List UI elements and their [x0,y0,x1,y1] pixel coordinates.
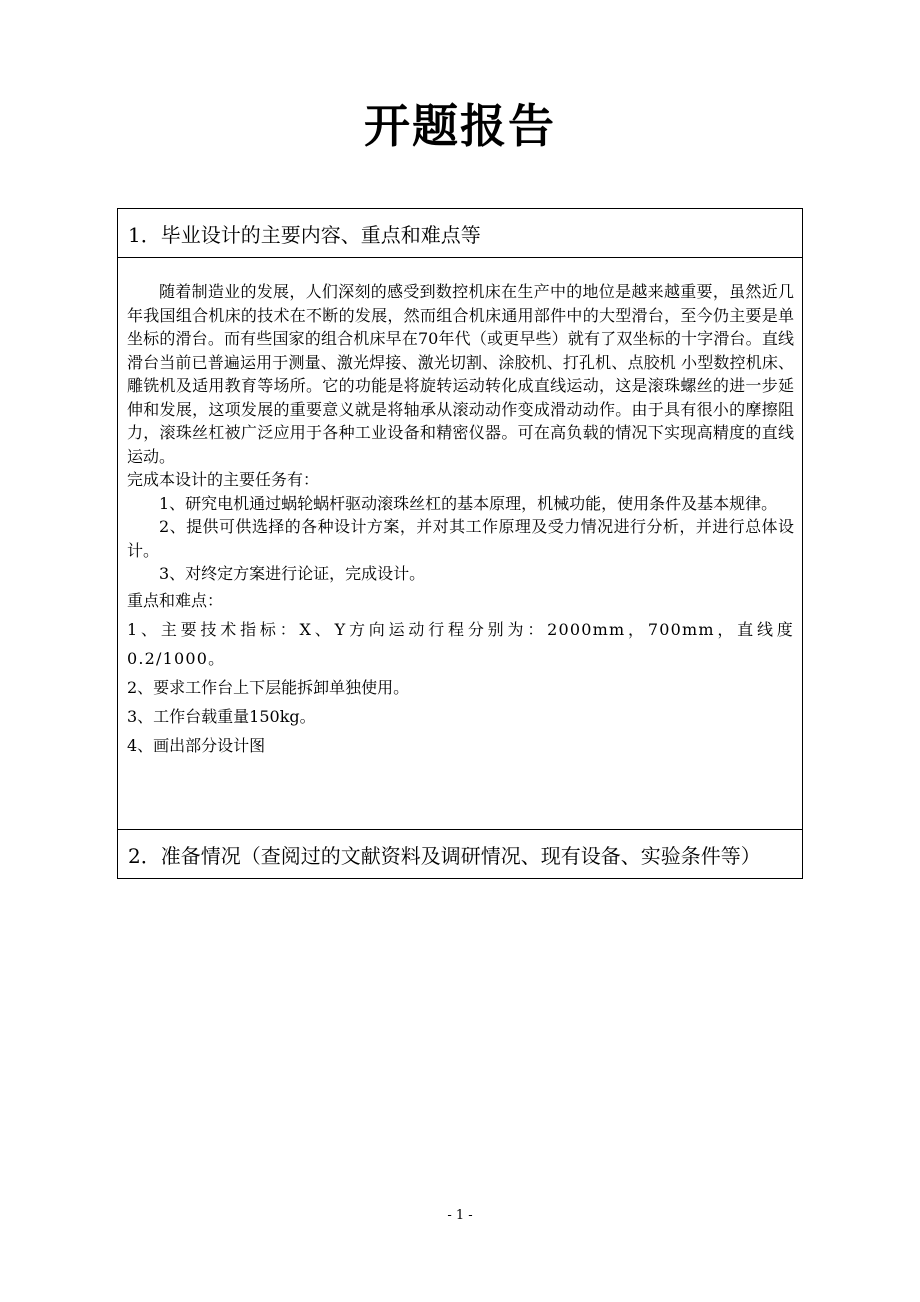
section-1-body [118,258,802,829]
intro-paragraph: 随着制造业的发展，人们深刻的感受到数控机床在生产中的地位是越来越重要，虽然近几年我国组合机床的技术在不断的发展，然而组合机床通用部件中的大型滑台，至今仍主要是单坐标的滑台。而有些国家的组合机床早在70年代（或更早些）就有了双坐标的十字滑台。直线滑台当前已普遍运用于测量、激光焊接、激光切割、涂胶机、打孔机、点胶机 小型数控机床、雕铣机及适用教育等场所。它的功能是将旋转运动转化成直线运动，这是滚珠螺丝的进一步延伸和发展，这项发展的重要意义就是将轴承从滚动动作变成滑动动作。由于具有很小的摩擦阻力，滚珠丝杠被广泛应用于各种工业设备和精密仪器。可在高负载的情况下实现高精度的直线运动。 [127,282,794,466]
task-item: 3、对终定方案进行论证，完成设计。 [159,564,426,583]
key-point-item: 2、要求工作台上下层能拆卸单独使用。 [127,677,410,697]
key-point-item: 4、画出部分设计图 [127,735,266,755]
key-point-item: 3、工作台载重量150kg。 [127,706,316,726]
key-points-heading: 重点和难点： [127,590,224,610]
tasks-heading: 完成本设计的主要任务有： [127,470,320,489]
section-1-heading: 1．毕业设计的主要内容、重点和难点等 [118,209,802,258]
section-2-heading: 2．准备情况（查阅过的文献资料及调研情况、现有设备、实验条件等） [118,829,802,878]
page-title: 开题报告 [364,99,556,153]
task-item: 2、提供可供选择的各种设计方案，并对其工作原理及受力情况进行分析，并进行总体设计。 [127,517,794,560]
page-number: - 1 - [447,1208,473,1223]
task-item: 1、研究电机通过蜗轮蜗杆驱动滚珠丝杠的基本原理，机械功能，使用条件及基本规律。 [159,493,778,513]
key-point-item: 1、主要技术指标：X、Y方向运动行程分别为：2000mm，700mm，直线度0.2/1000。 [127,619,794,668]
report-table [117,208,803,879]
